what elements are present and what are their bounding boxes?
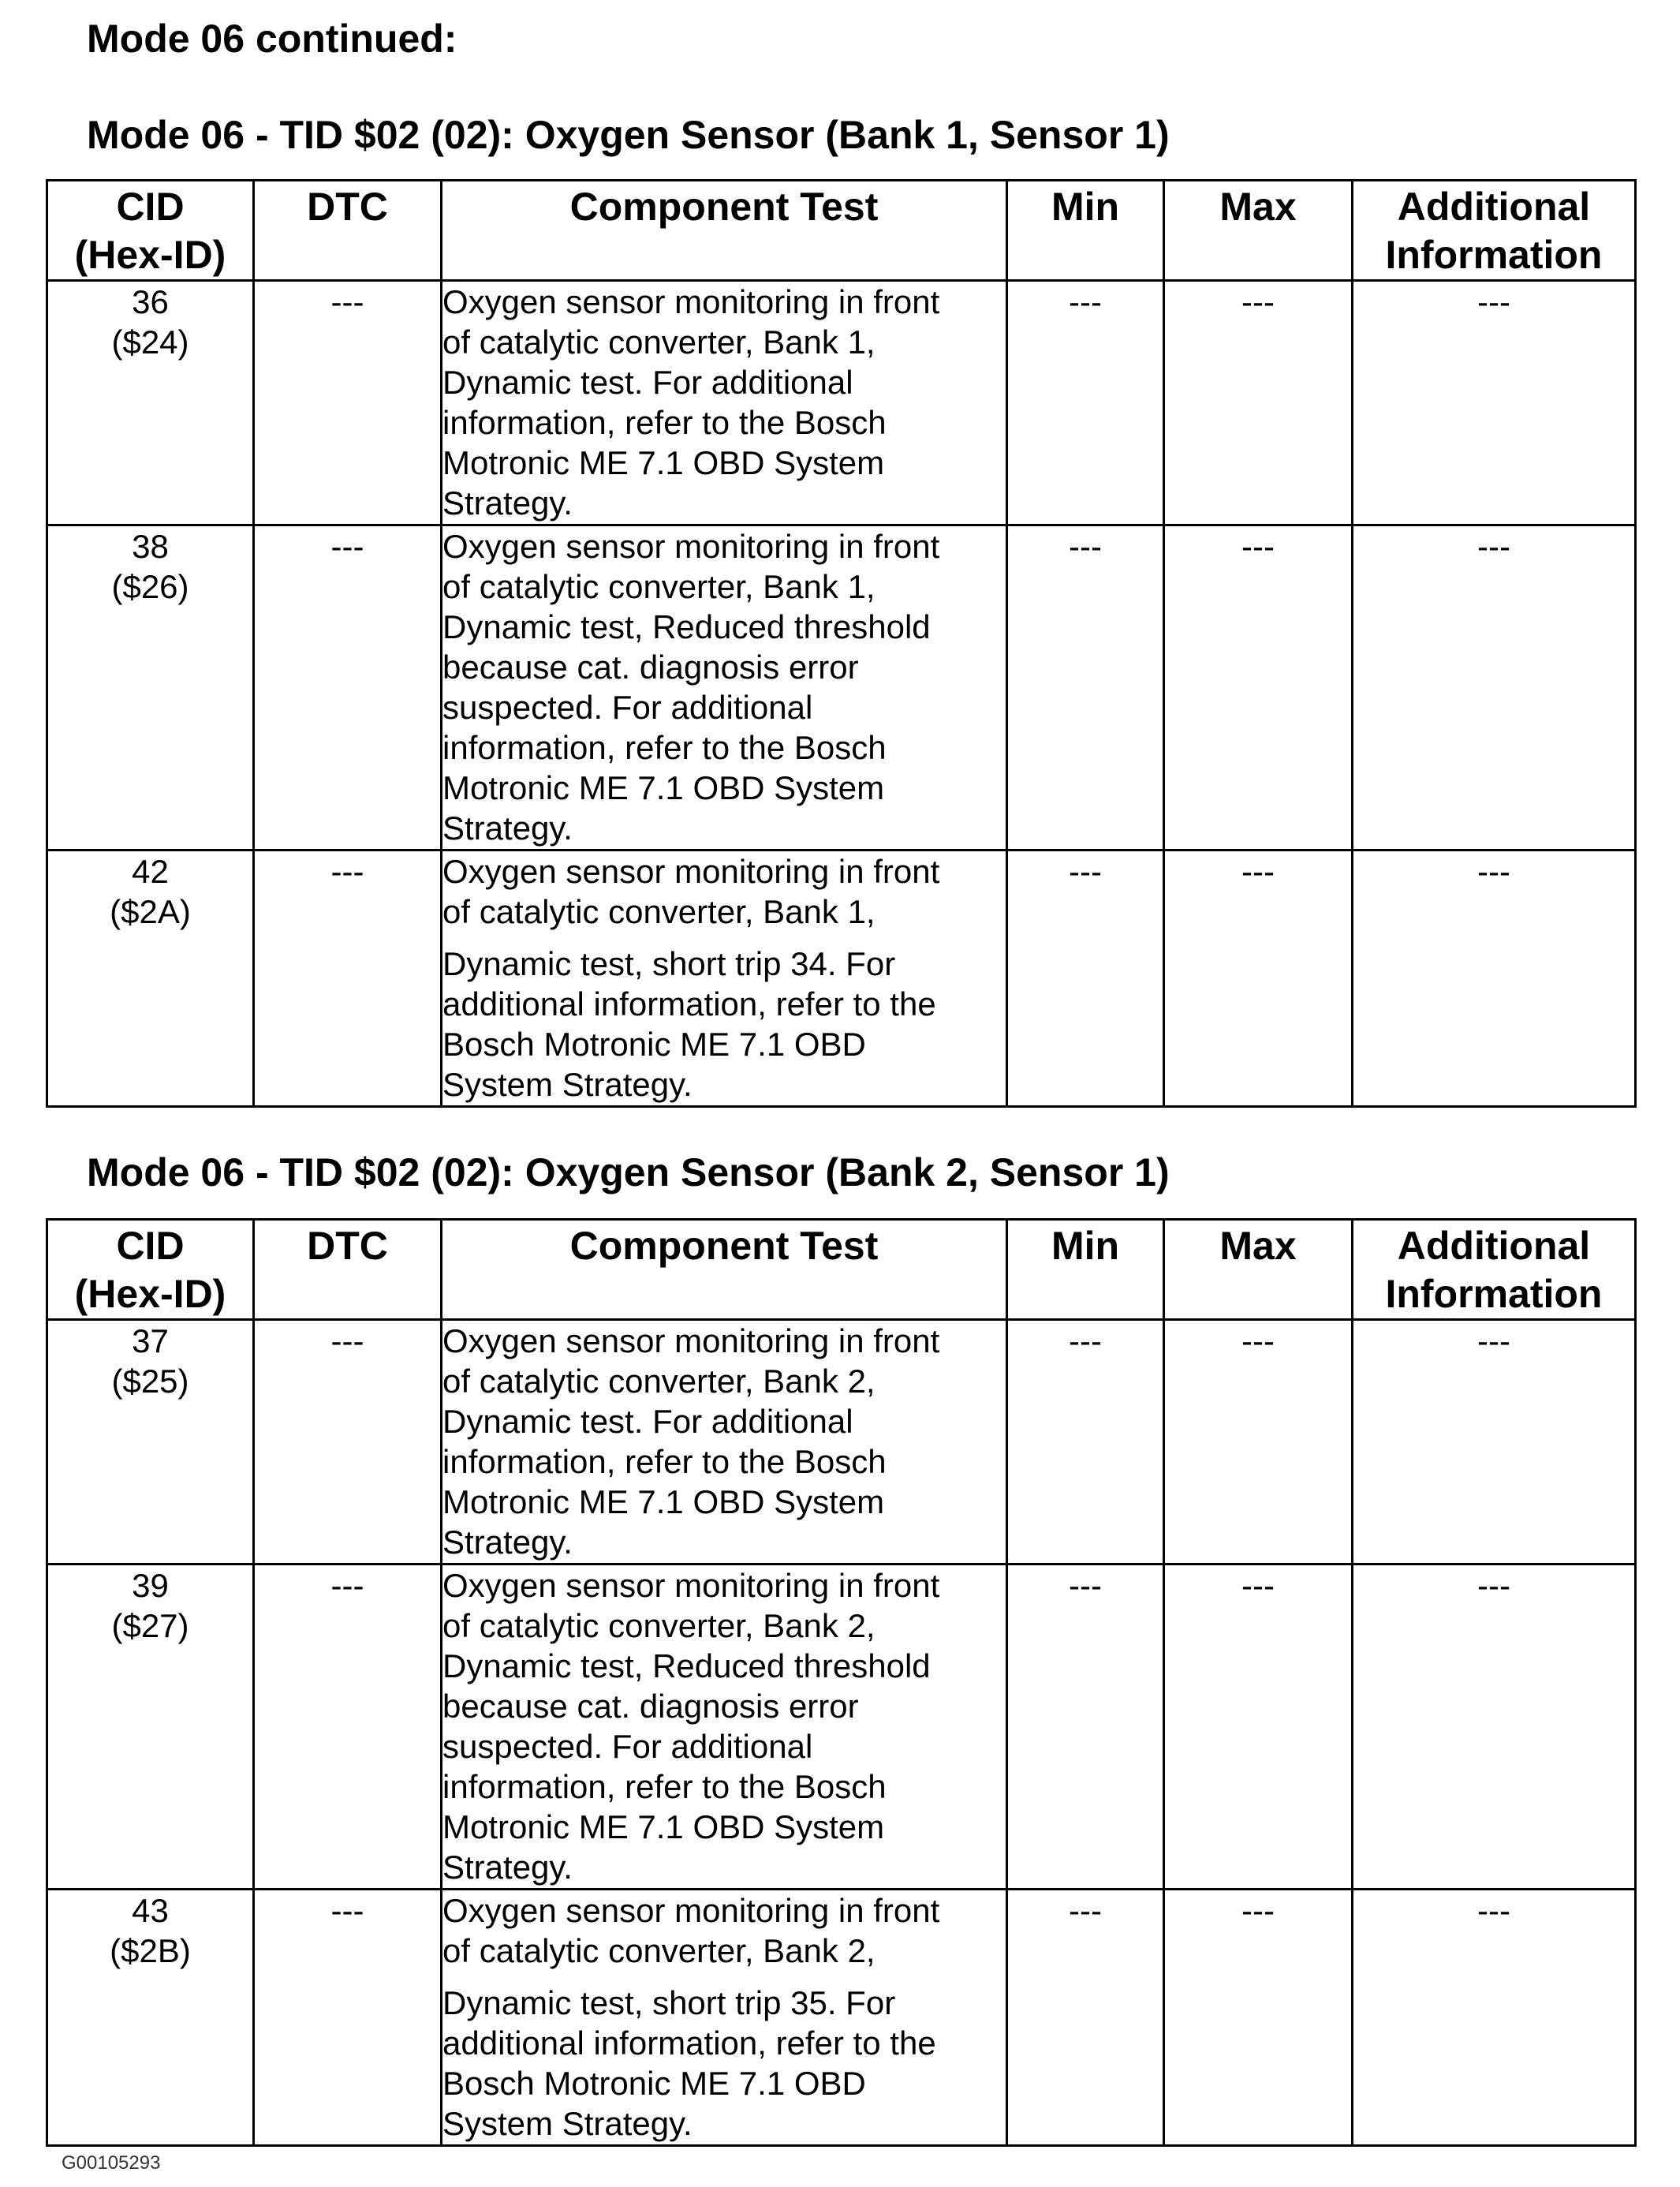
component-test-cell (442, 525, 1007, 850)
max-cell: --- (1164, 850, 1353, 1107)
col-header-additional (1353, 1220, 1636, 1320)
additional-cell: --- (1353, 1890, 1636, 2146)
min-cell: --- (1007, 1320, 1164, 1565)
cid-cell (47, 1890, 254, 2146)
hex-id-value: ($25) (111, 1363, 189, 1400)
test-line: Dynamic test, short trip 34. For (442, 945, 896, 982)
col-header-cid-line1: CID (116, 1224, 185, 1268)
figure-id: G00105293 (62, 2152, 161, 2174)
page-title: Mode 06 continued: (87, 17, 457, 61)
component-test-cell (442, 281, 1007, 525)
test-line: Strategy. (442, 809, 573, 847)
col-header-additional-line2: Information (1385, 233, 1603, 277)
hex-id-value: ($2A) (110, 893, 191, 930)
max-cell: --- (1164, 281, 1353, 525)
col-header-dtc: DTC (254, 181, 442, 281)
test-line: of catalytic converter, Bank 2, (442, 1607, 875, 1644)
col-header-cid (47, 181, 254, 281)
dtc-cell: --- (254, 850, 442, 1107)
cid-cell (47, 525, 254, 850)
dtc-cell: --- (254, 525, 442, 850)
dtc-cell: --- (254, 1890, 442, 2146)
test-line: information, refer to the Bosch (442, 729, 887, 766)
table-row (47, 525, 1636, 850)
col-header-min: Min (1007, 1220, 1164, 1320)
test-line: information, refer to the Bosch (442, 404, 887, 441)
min-cell: --- (1007, 281, 1164, 525)
test-line: of catalytic converter, Bank 1, (442, 568, 875, 605)
col-header-additional-line1: Additional (1397, 1224, 1591, 1268)
header-row (47, 181, 1636, 281)
cid-value: 39 (132, 1567, 169, 1604)
col-header-cid (47, 1220, 254, 1320)
component-test-cell (442, 1320, 1007, 1565)
dtc-cell: --- (254, 1320, 442, 1565)
test-line: information, refer to the Bosch (442, 1768, 887, 1805)
dtc-cell: --- (254, 281, 442, 525)
cid-value: 43 (132, 1892, 169, 1929)
test-line: of catalytic converter, Bank 2, (442, 1932, 875, 1969)
test-line: System Strategy. (442, 1066, 693, 1103)
col-header-max: Max (1164, 1220, 1353, 1320)
test-line: Strategy. (442, 1849, 573, 1886)
col-header-component-test: Component Test (442, 181, 1007, 281)
min-cell: --- (1007, 1565, 1164, 1890)
hex-id-value: ($27) (111, 1607, 189, 1644)
col-header-cid-line1: CID (116, 185, 185, 229)
test-line: of catalytic converter, Bank 2, (442, 1363, 875, 1400)
test-line: Oxygen sensor monitoring in front (442, 1892, 940, 1929)
col-header-additional (1353, 181, 1636, 281)
additional-cell: --- (1353, 1565, 1636, 1890)
max-cell: --- (1164, 1320, 1353, 1565)
test-line: Dynamic test. For additional (442, 364, 853, 401)
test-line: suspected. For additional (442, 689, 813, 726)
test-line: Dynamic test. For additional (442, 1403, 853, 1440)
max-cell: --- (1164, 1565, 1353, 1890)
cid-value: 38 (132, 528, 169, 565)
test-line: Strategy. (442, 1523, 573, 1561)
table-heading-bank2: Mode 06 - TID $02 (02): Oxygen Sensor (Bank 2, Sensor 1) (87, 1150, 1170, 1194)
additional-cell: --- (1353, 525, 1636, 850)
cid-cell (47, 281, 254, 525)
test-line: Bosch Motronic ME 7.1 OBD (442, 2065, 866, 2102)
test-line: Bosch Motronic ME 7.1 OBD (442, 1026, 866, 1063)
test-line: additional information, refer to the (442, 2024, 936, 2062)
header-row (47, 1220, 1636, 1320)
cid-value: 36 (132, 283, 169, 320)
test-line: additional information, refer to the (442, 985, 936, 1022)
col-header-component-test: Component Test (442, 1220, 1007, 1320)
test-line: suspected. For additional (442, 1728, 813, 1765)
hex-id-value: ($2B) (110, 1932, 191, 1969)
test-line: because cat. diagnosis error (442, 649, 859, 686)
test-line: Dynamic test, short trip 35. For (442, 1984, 896, 2021)
cid-value: 37 (132, 1322, 169, 1359)
test-line: because cat. diagnosis error (442, 1688, 859, 1725)
max-cell: --- (1164, 1890, 1353, 2146)
additional-cell: --- (1353, 850, 1636, 1107)
test-line: Oxygen sensor monitoring in front (442, 1322, 940, 1359)
cid-table-bank2 (46, 1218, 1637, 2147)
cid-table-bank1 (46, 179, 1637, 1108)
table-row (47, 850, 1636, 1107)
test-line: Dynamic test, Reduced threshold (442, 1647, 931, 1684)
table-heading-bank1: Mode 06 - TID $02 (02): Oxygen Sensor (Bank 1, Sensor 1) (87, 113, 1170, 157)
test-line: Motronic ME 7.1 OBD System (442, 769, 885, 806)
min-cell: --- (1007, 1890, 1164, 2146)
cid-value: 42 (132, 853, 169, 890)
col-header-dtc: DTC (254, 1220, 442, 1320)
test-line: Oxygen sensor monitoring in front (442, 528, 940, 565)
cid-cell (47, 850, 254, 1107)
test-line: Motronic ME 7.1 OBD System (442, 1483, 885, 1520)
component-test-cell (442, 1890, 1007, 2146)
col-header-additional-line2: Information (1385, 1272, 1603, 1316)
test-line: Dynamic test, Reduced threshold (442, 608, 931, 645)
max-cell: --- (1164, 525, 1353, 850)
test-line: Oxygen sensor monitoring in front (442, 853, 940, 890)
col-header-max: Max (1164, 181, 1353, 281)
hex-id-value: ($26) (111, 568, 189, 605)
test-line: Motronic ME 7.1 OBD System (442, 444, 885, 481)
test-line: information, refer to the Bosch (442, 1443, 887, 1480)
test-line: Oxygen sensor monitoring in front (442, 1567, 940, 1604)
component-test-cell (442, 850, 1007, 1107)
cid-cell (47, 1565, 254, 1890)
test-line: Strategy. (442, 484, 573, 522)
min-cell: --- (1007, 525, 1164, 850)
table-row (47, 1890, 1636, 2146)
col-header-additional-line1: Additional (1397, 185, 1591, 229)
test-line: Oxygen sensor monitoring in front (442, 283, 940, 320)
test-line: of catalytic converter, Bank 1, (442, 893, 875, 930)
min-cell: --- (1007, 850, 1164, 1107)
dtc-cell: --- (254, 1565, 442, 1890)
cid-cell (47, 1320, 254, 1565)
table-row (47, 1565, 1636, 1890)
test-line: Motronic ME 7.1 OBD System (442, 1808, 885, 1845)
additional-cell: --- (1353, 1320, 1636, 1565)
test-line: of catalytic converter, Bank 1, (442, 323, 875, 361)
table-row (47, 281, 1636, 525)
table-row (47, 1320, 1636, 1565)
test-line: System Strategy. (442, 2105, 693, 2142)
additional-cell: --- (1353, 281, 1636, 525)
col-header-min: Min (1007, 181, 1164, 281)
col-header-cid-line2: (Hex-ID) (74, 1272, 226, 1316)
component-test-cell (442, 1565, 1007, 1890)
hex-id-value: ($24) (111, 323, 189, 361)
col-header-cid-line2: (Hex-ID) (74, 233, 226, 277)
